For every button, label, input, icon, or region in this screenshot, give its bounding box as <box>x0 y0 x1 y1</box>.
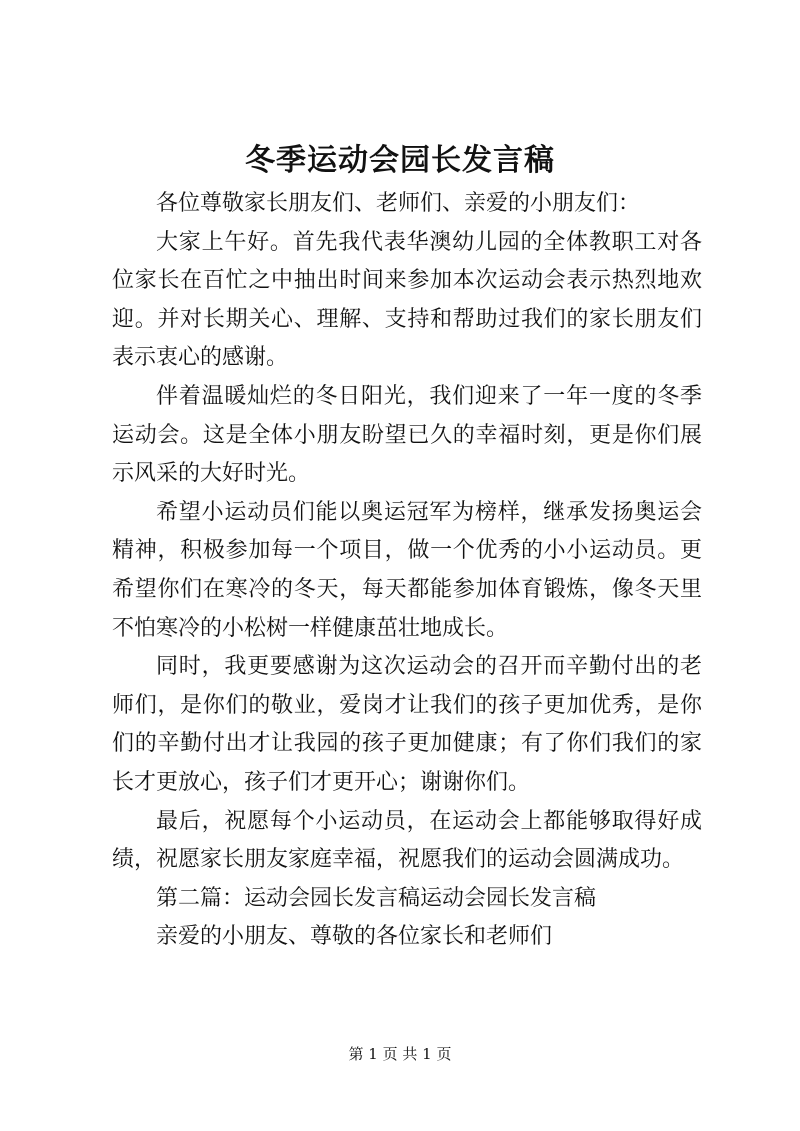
paragraph-winter-sun: 伴着温暖灿烂的冬日阳光，我们迎来了一年一度的冬季运动会。这是全体小朋友盼望已久的幸福时刻，更是你们展示风采的大好时光。 <box>112 383 702 487</box>
document-body <box>112 185 702 957</box>
document-title: 冬季运动会园长发言稿 <box>245 143 555 178</box>
page-footer: 第 1 页 共 1 页 <box>348 1045 452 1063</box>
paragraph-greeting: 各位尊敬家长朋友们、老师们、亲爱的小朋友们： <box>156 191 641 216</box>
paragraph-welcome: 大家上午好。首先我代表华澳幼儿园的全体教职工对各位家长在百忙之中抽出时间来参加本次运动会表示热烈地欢迎。并对长期关心、理解、支持和帮助过我们的家长朋友们表示衷心的感谢。 <box>112 229 702 371</box>
paragraph-closing: 最后，祝愿每个小运动员，在运动会上都能够取得好成绩，祝愿家长朋友家庭幸福，祝愿我们的运动会圆满成功。 <box>112 808 702 873</box>
paragraph-thanks-teachers: 同时，我更要感谢为这次运动会的召开而辛勤付出的老师们，是你们的敬业，爱岗才让我们的孩子更加优秀，是你们的辛勤付出才让我园的孩子更加健康；有了你们我们的家长才更放心，孩子们才更开心；谢谢你们。 <box>112 654 702 795</box>
paragraph-second-greeting: 亲爱的小朋友、尊敬的各位家长和老师们 <box>156 924 553 950</box>
paragraph-hope: 希望小运动员们能以奥运冠军为榜样，继承发扬奥运会精神，积极参加每一个项目，做一个优秀的小小运动员。更希望你们在寒冷的冬天，每天都能参加体育锻炼，像冬天里不怕寒冷的小松树一样健康茁壮地成长。 <box>112 499 702 641</box>
paragraph-second-heading: 第二篇：运动会园长发言稿运动会园长发言稿 <box>156 885 597 911</box>
